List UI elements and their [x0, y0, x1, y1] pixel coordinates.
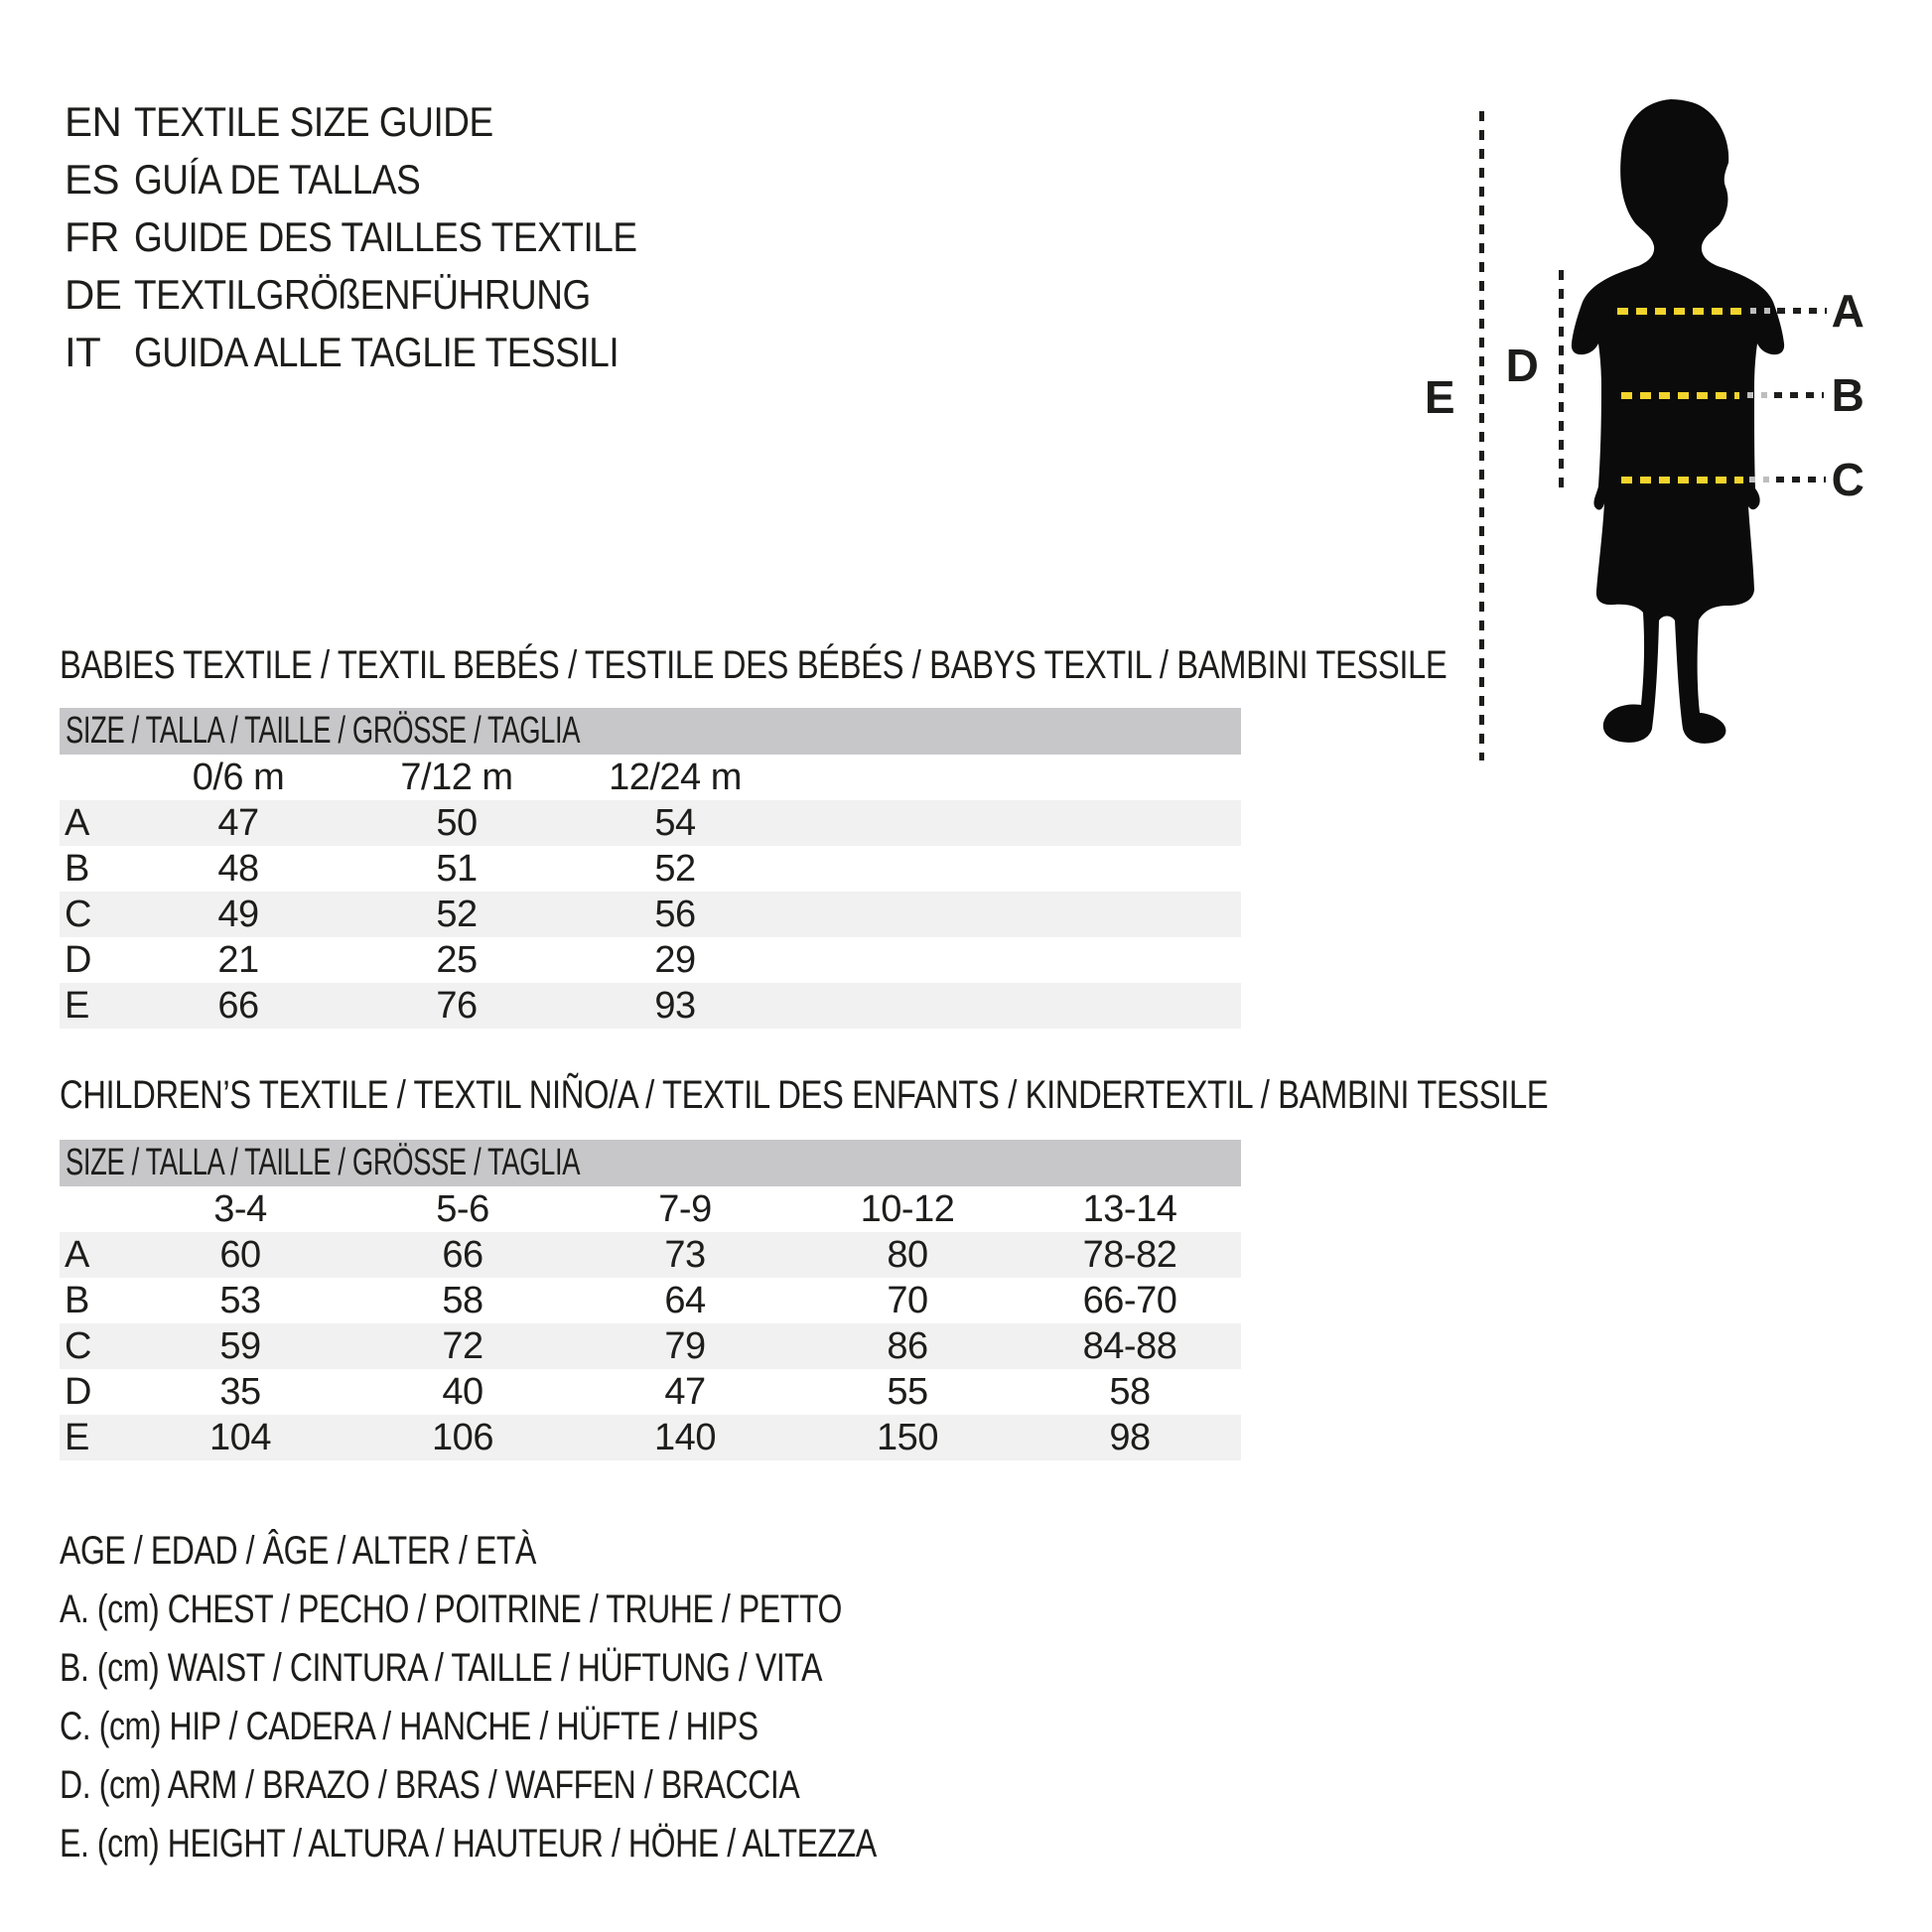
table-row-e	[60, 983, 1241, 1029]
row-label: C	[65, 1325, 91, 1367]
value-cell: 84-88	[1082, 1325, 1177, 1367]
table-row-d	[60, 1369, 1241, 1415]
row-label: B	[65, 848, 89, 890]
language-code: EN	[65, 98, 122, 145]
value-cell: 55	[887, 1371, 928, 1413]
value-cell: 52	[436, 894, 478, 935]
value-cell: 140	[654, 1417, 716, 1458]
legend-line-hip	[60, 1707, 1080, 1765]
waist-leader-dots-b	[1747, 392, 1774, 398]
value-cell: 64	[664, 1280, 706, 1321]
table-row-c	[60, 1323, 1241, 1369]
column-header-cell: 5-6	[436, 1188, 489, 1230]
arm-measure-line-d	[1559, 270, 1564, 494]
language-title: TEXTILGRÖßENFÜHRUNG	[134, 271, 591, 318]
language-code: IT	[65, 329, 101, 375]
chest-measure-dashes-a	[1617, 308, 1742, 315]
spacer-cell	[60, 1186, 129, 1232]
legend-line-chest	[60, 1589, 1080, 1648]
legend-text: E. (cm) HEIGHT / ALTURA / HAUTEUR / HÖHE / ALTEZZA	[60, 1822, 877, 1865]
legend-text: C. (cm) HIP / CADERA / HANCHE / HÜFTE / HIPS	[60, 1705, 759, 1748]
language-title: GUIDA ALLE TAGLIE TESSILI	[134, 329, 620, 375]
legend-line-age	[60, 1531, 1080, 1589]
legend-text: B. (cm) WAIST / CINTURA / TAILLE / HÜFTUNG / VITA	[60, 1646, 823, 1690]
measure-label-d: D	[1505, 340, 1539, 391]
legend-line-arm	[60, 1765, 1080, 1824]
children-section-heading	[60, 1075, 1874, 1115]
value-cell: 51	[436, 848, 478, 890]
value-cell: 93	[654, 985, 696, 1027]
language-row-en	[65, 93, 706, 151]
value-cell: 79	[664, 1325, 706, 1367]
value-cell: 66-70	[1082, 1280, 1177, 1321]
size-header-text: SIZE / TALLA / TAILLE / GRÖSSE / TAGLIA	[66, 710, 581, 752]
row-label: D	[65, 939, 91, 981]
table-row-a	[60, 1232, 1241, 1278]
measurement-legend	[60, 1531, 1080, 1882]
value-cell: 60	[219, 1234, 261, 1276]
value-cell: 72	[442, 1325, 483, 1367]
language-code: ES	[65, 156, 120, 203]
children-section-heading-text: CHILDREN’S TEXTILE / TEXTIL NIÑO/A / TEXTIL DES ENFANTS / KINDERTEXTIL / BAMBINI TESSILE	[60, 1073, 1549, 1117]
children-size-header-bar	[60, 1140, 1241, 1186]
babies-section-heading-text: BABIES TEXTILE / TEXTIL BEBÉS / TESTILE DES BÉBÉS / BABYS TEXTIL / BAMBINI TESSILE	[60, 643, 1448, 687]
value-cell: 52	[654, 848, 696, 890]
value-cell: 104	[209, 1417, 271, 1458]
value-cell: 66	[217, 985, 259, 1027]
value-cell: 86	[887, 1325, 928, 1367]
legend-line-waist	[60, 1648, 1080, 1707]
measure-label-e: E	[1424, 371, 1455, 423]
value-cell: 76	[436, 985, 478, 1027]
language-row-es	[65, 151, 706, 208]
column-header-cell: 12/24 m	[609, 757, 742, 798]
language-row-fr	[65, 208, 706, 266]
chest-leader-dots-a	[1777, 308, 1827, 314]
language-title: GUÍA DE TALLAS	[134, 156, 421, 203]
column-header-cell: 7/12 m	[400, 757, 513, 798]
value-cell: 25	[436, 939, 478, 981]
language-header	[65, 93, 706, 381]
value-cell: 78-82	[1082, 1234, 1177, 1276]
value-cell: 29	[654, 939, 696, 981]
column-header-cell: 7-9	[658, 1188, 712, 1230]
value-cell: 58	[442, 1280, 483, 1321]
row-label: C	[65, 894, 91, 935]
row-label: A	[65, 1234, 89, 1276]
column-header-cell: 10-12	[860, 1188, 955, 1230]
row-label: D	[65, 1371, 91, 1413]
table-row-a	[60, 800, 1241, 846]
table-row-e	[60, 1415, 1241, 1460]
babies-section-heading	[60, 645, 1751, 685]
hip-leader-dots-c	[1749, 477, 1776, 483]
column-header-cell: 0/6 m	[192, 757, 285, 798]
hip-leader-dots-c	[1776, 477, 1826, 483]
children-column-header-row	[60, 1186, 1241, 1232]
hip-measure-dashes-c	[1621, 477, 1743, 483]
value-cell: 48	[217, 848, 259, 890]
babies-size-header-bar	[60, 708, 1241, 755]
value-cell: 106	[432, 1417, 493, 1458]
language-row-de	[65, 266, 706, 324]
value-cell: 58	[1109, 1371, 1151, 1413]
value-cell: 56	[654, 894, 696, 935]
value-cell: 59	[219, 1325, 261, 1367]
legend-text: A. (cm) CHEST / PECHO / POITRINE / TRUHE / PETTO	[60, 1587, 843, 1631]
value-cell: 50	[436, 802, 478, 844]
spacer-cell	[60, 755, 129, 800]
value-cell: 80	[887, 1234, 928, 1276]
legend-text: D. (cm) ARM / BRAZO / BRAS / WAFFEN / BRACCIA	[60, 1763, 800, 1807]
value-cell: 73	[664, 1234, 706, 1276]
chest-leader-dots-a	[1750, 308, 1777, 314]
legend-line-height	[60, 1824, 1080, 1882]
babies-size-table	[60, 708, 1241, 1029]
language-code: FR	[65, 213, 119, 260]
row-label: E	[65, 985, 89, 1027]
table-row-d	[60, 937, 1241, 983]
value-cell: 40	[442, 1371, 483, 1413]
value-cell: 47	[217, 802, 259, 844]
waist-measure-dashes-b	[1621, 392, 1739, 399]
language-row-it	[65, 324, 706, 381]
column-header-cell: 3-4	[213, 1188, 267, 1230]
value-cell: 98	[1109, 1417, 1151, 1458]
value-cell: 70	[887, 1280, 928, 1321]
value-cell: 47	[664, 1371, 706, 1413]
measure-label-a: A	[1831, 285, 1864, 337]
language-title: TEXTILE SIZE GUIDE	[134, 98, 493, 145]
column-header-cell: 13-14	[1082, 1188, 1177, 1230]
value-cell: 54	[654, 802, 696, 844]
children-size-table	[60, 1140, 1241, 1460]
size-header-text: SIZE / TALLA / TAILLE / GRÖSSE / TAGLIA	[66, 1142, 581, 1183]
table-row-c	[60, 892, 1241, 937]
row-label: B	[65, 1280, 89, 1321]
value-cell: 35	[219, 1371, 261, 1413]
value-cell: 53	[219, 1280, 261, 1321]
table-row-b	[60, 1278, 1241, 1323]
table-row-b	[60, 846, 1241, 892]
language-code: DE	[65, 271, 122, 318]
value-cell: 49	[217, 894, 259, 935]
row-label: E	[65, 1417, 89, 1458]
language-title: GUIDE DES TAILLES TEXTILE	[134, 213, 637, 260]
value-cell: 21	[217, 939, 259, 981]
measure-label-c: C	[1831, 454, 1864, 505]
waist-leader-dots-b	[1774, 392, 1824, 398]
legend-text: AGE / EDAD / ÂGE / ALTER / ETÀ	[60, 1529, 536, 1573]
row-label: A	[65, 802, 89, 844]
measure-label-b: B	[1831, 369, 1864, 421]
value-cell: 66	[442, 1234, 483, 1276]
value-cell: 150	[877, 1417, 938, 1458]
babies-column-header-row	[60, 755, 1241, 800]
